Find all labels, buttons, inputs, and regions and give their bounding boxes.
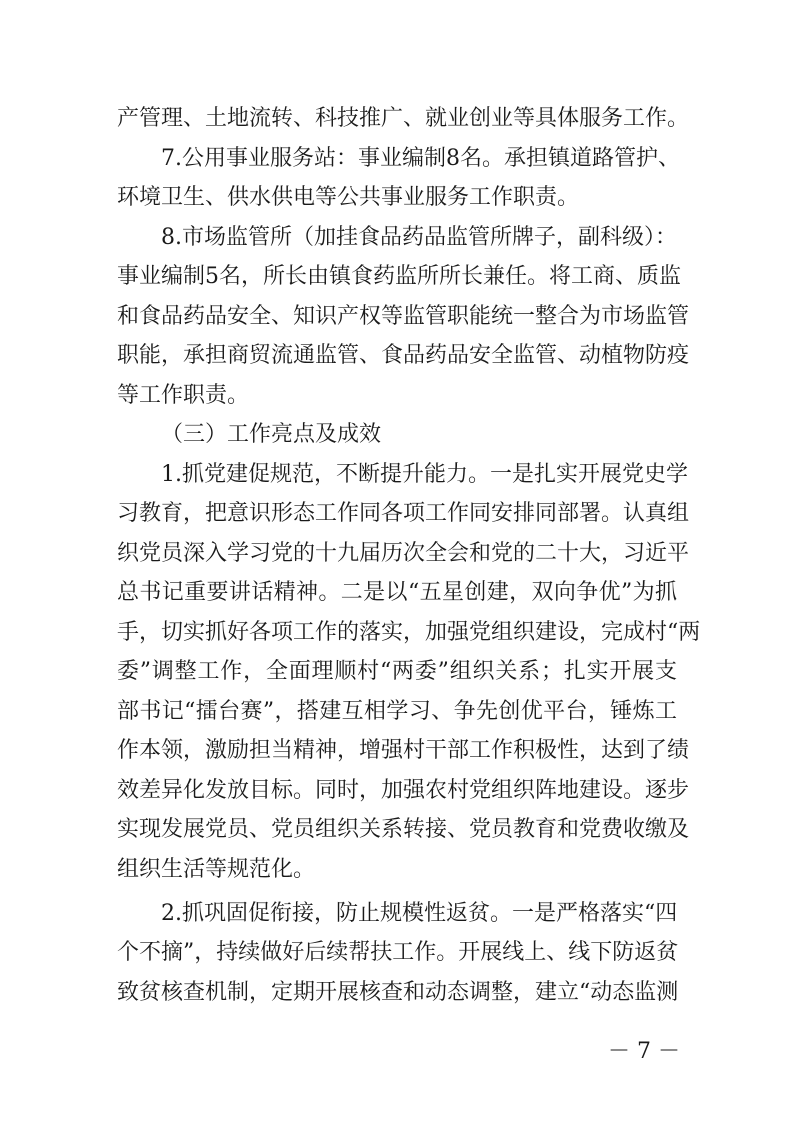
text-line: 个不摘”，持续做好后续帮扶工作。开展线上、线下防返贫 <box>117 940 679 965</box>
text-line: 效差异化发放目标。同时，加强农村党组织阵地建设。逐步 <box>117 778 690 803</box>
section-heading: （三）工作亮点及成效 <box>161 422 382 447</box>
text-line: 职能，承担商贸流通监管、食品药品安全监管、动植物防疫 <box>117 343 690 368</box>
text-line: 环境卫生、供水供电等公共事业服务工作职责。 <box>117 185 580 210</box>
text-line: 作本领，激励担当精神，增强村干部工作积极性，达到了绩 <box>117 738 690 763</box>
text-line: 委”调整工作，全面理顺村“两委”组织关系；扎实开展支 <box>117 659 677 684</box>
text-line: 总书记重要讲话精神。二是以“五星创建，双向争优”为抓 <box>117 580 677 605</box>
text-line: 和食品药品安全、知识产权等监管职能统一整合为市场监管 <box>117 304 690 329</box>
text-line: 组织生活等规范化。 <box>117 857 316 882</box>
text-line: 产管理、土地流转、科技推广、就业创业等具体服务工作。 <box>117 106 690 131</box>
text-line: 2.抓巩固促衔接，防止规模性返贫。一是严格落实“四 <box>161 901 678 926</box>
text-line: 部书记“擂台赛”，搭建互相学习、争先创优平台，锤炼工 <box>117 699 677 724</box>
text-line: 致贫核查机制，定期开展核查和动态调整，建立“动态监测 <box>117 980 679 1005</box>
text-line: 1.抓党建促规范，不断提升能力。一是扎实开展党史学 <box>161 462 688 487</box>
text-line: 习教育，把意识形态工作同各项工作同安排同部署。认真组 <box>117 501 690 526</box>
text-line: 实现发展党员、党员组织关系转接、党员教育和党费收缴及 <box>117 817 690 842</box>
text-line: 8.市场监管所（加挂食品药品监管所牌子，副科级）： <box>161 225 677 250</box>
text-line: 手，切实抓好各项工作的落实，加强党组织建设，完成村“两 <box>117 620 701 645</box>
text-line: 7.公用事业服务站：事业编制8名。承担镇道路管护、 <box>161 146 680 171</box>
text-line: 织党员深入学习党的十九届历次全会和党的二十大，习近平 <box>117 541 690 566</box>
page-number: － 7 － <box>608 1039 680 1064</box>
text-line: 事业编制5名，所长由镇食药监所所长兼任。将工商、质监 <box>117 264 681 289</box>
text-line: 等工作职责。 <box>117 383 250 408</box>
